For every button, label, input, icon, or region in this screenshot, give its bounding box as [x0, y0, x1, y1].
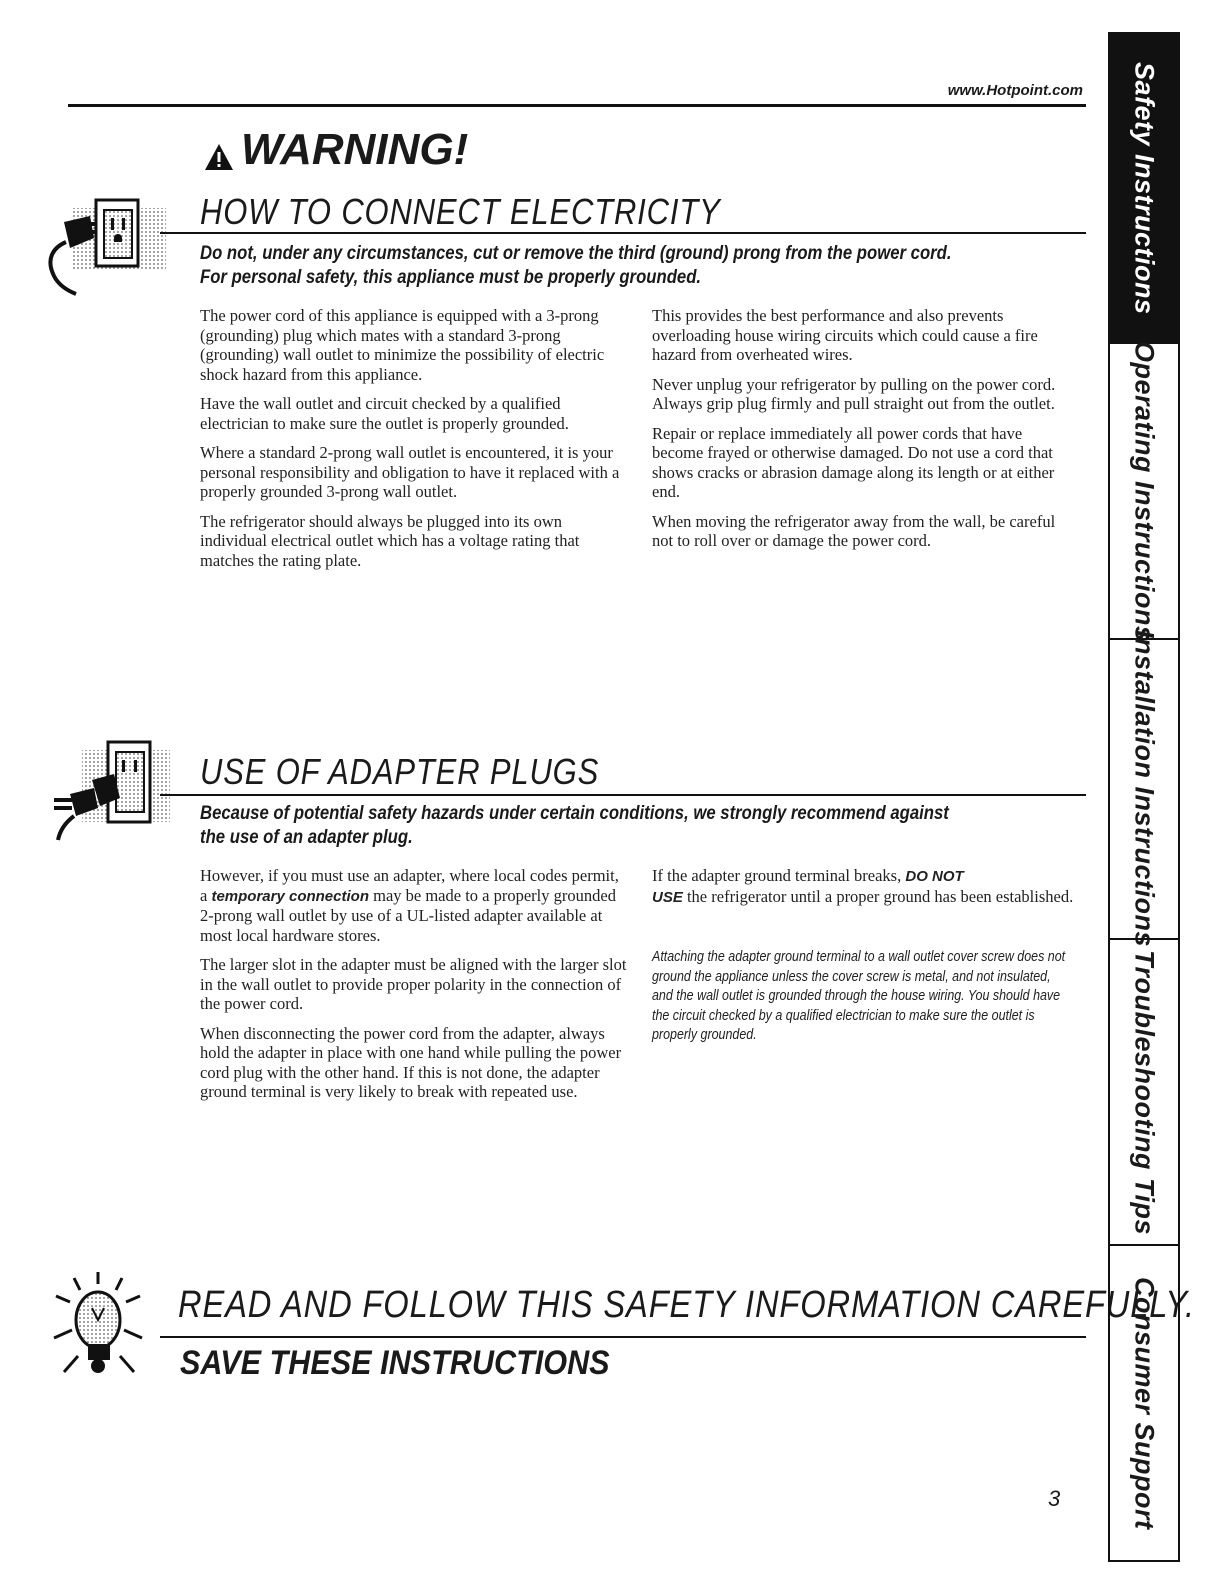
read-follow-title: READ AND FOLLOW THIS SAFETY INFORMATION CAREFULLY. [178, 1284, 1195, 1326]
warning-title: WARNING! [241, 125, 469, 174]
tab-label: Consumer Support [1129, 1276, 1160, 1530]
paragraph: If the adapter ground terminal breaks, DO NOT USE the refrigerator until a proper ground has been established. [652, 866, 1074, 906]
tab-label: Installation Instructions [1129, 630, 1160, 948]
website-url: www.Hotpoint.com [947, 82, 1083, 99]
tab-consumer-support[interactable] [1110, 1244, 1178, 1560]
paragraph: Have the wall outlet and circuit checked by a qualified electrician to make sure the outlet is properly grounded. [200, 394, 569, 433]
outlet-plug-icon [36, 190, 166, 300]
tab-installation-instructions[interactable] [1110, 630, 1178, 948]
paragraph: Never unplug your refrigerator by pulling on the power cord. Always grip plug firmly and pull straight out from the outlet. [652, 374, 1056, 413]
temporary-connection-emphasis: temporary connection [211, 887, 369, 905]
use-emphasis: USE [652, 888, 683, 906]
top-divider [68, 104, 1086, 107]
tab-troubleshooting-tips[interactable] [1110, 938, 1178, 1244]
adapter-left-column [200, 866, 630, 1112]
adapter-note: Attaching the adapter ground terminal to a wall outlet cover screw does not ground the appliance unless the cover screw is metal, and not insulated, and the wall outlet is grounded through the house wiring. You should have the circuit checked by a qualified electrician to make sure the outlet is properly grounded. [652, 949, 1066, 1043]
connect-lead-line-1: Do not, under any circumstances, cut or remove the third (ground) prong from the power cord. [200, 243, 952, 264]
connect-section-divider [160, 232, 1086, 234]
paragraph: Repair or replace immediately all power cords that have become frayed or otherwise damaged. Do not use a cord that shows cracks or abrasion damage along its length or at either end. [652, 423, 1055, 501]
connect-left-column [200, 306, 620, 580]
tab-label: Operating Instructions [1129, 340, 1160, 642]
warning-triangle-icon [203, 142, 235, 172]
save-instructions-title: SAVE THESE INSTRUCTIONS [180, 1344, 610, 1382]
footer-divider [160, 1336, 1086, 1338]
paragraph: Where a standard 2-prong wall outlet is encountered, it is your personal responsibility and obligation to have it replaced with a properly grounded 3-prong wall outlet. [200, 443, 620, 501]
page-number: 3 [1048, 1486, 1061, 1511]
do-not-emphasis: DO NOT [905, 868, 964, 885]
connect-section-title: HOW TO CONNECT ELECTRICITY [200, 191, 721, 232]
paragraph: When disconnecting the power cord from the adapter, always hold the adapter in place with one hand while pulling the power cord plug with the other hand. If this is not done, the adapter ground terminal is very likely to break with repeated use. [200, 1023, 622, 1101]
adapter-lead-line-1: Because of potential safety hazards under certain conditions, we strongly recommend against [200, 803, 949, 824]
tab-safety-instructions[interactable] [1110, 34, 1178, 342]
lightbulb-icon [34, 1268, 168, 1388]
adapter-right-column [652, 866, 1077, 917]
adapter-section-title: USE OF ADAPTER PLUGS [200, 751, 600, 792]
tab-label: Troubleshooting Tips [1129, 949, 1160, 1235]
paragraph: This provides the best performance and also prevents overloading house wiring circuits which could cause a fire hazard from overheated wires. [652, 306, 1038, 364]
tab-operating-instructions[interactable] [1110, 340, 1178, 642]
adapter-lead-line-2: the use of an adapter plug. [200, 827, 413, 848]
connect-lead-line-2: For personal safety, this appliance must be properly grounded. [200, 267, 702, 288]
adapter-section-divider [160, 794, 1086, 796]
side-tab-bar [1108, 32, 1180, 1562]
paragraph: However, if you must use an adapter, where local codes permit, a temporary connection may be made to a properly grounded 2-prong wall outlet by use of a UL-listed adapter available at most local hardware stores. [200, 866, 619, 945]
connect-right-column [652, 306, 1077, 561]
paragraph: The power cord of this appliance is equipped with a 3-prong (grounding) plug which mates with a standard 3-prong (grounding) wall outlet to minimize the possibility of electric shock hazard from this appliance. [200, 306, 605, 384]
paragraph: The refrigerator should always be plugged into its own individual electrical outlet which has a voltage rating that matches the rating plate. [200, 511, 580, 570]
tab-label: Safety Instructions [1129, 61, 1160, 315]
paragraph: The larger slot in the adapter must be aligned with the larger slot in the wall outlet to provide proper polarity in the connection of the power cord. [200, 955, 627, 1013]
paragraph: When moving the refrigerator away from the wall, be careful not to roll over or damage the power cord. [652, 511, 1056, 550]
adapter-plug-icon [52, 736, 172, 846]
